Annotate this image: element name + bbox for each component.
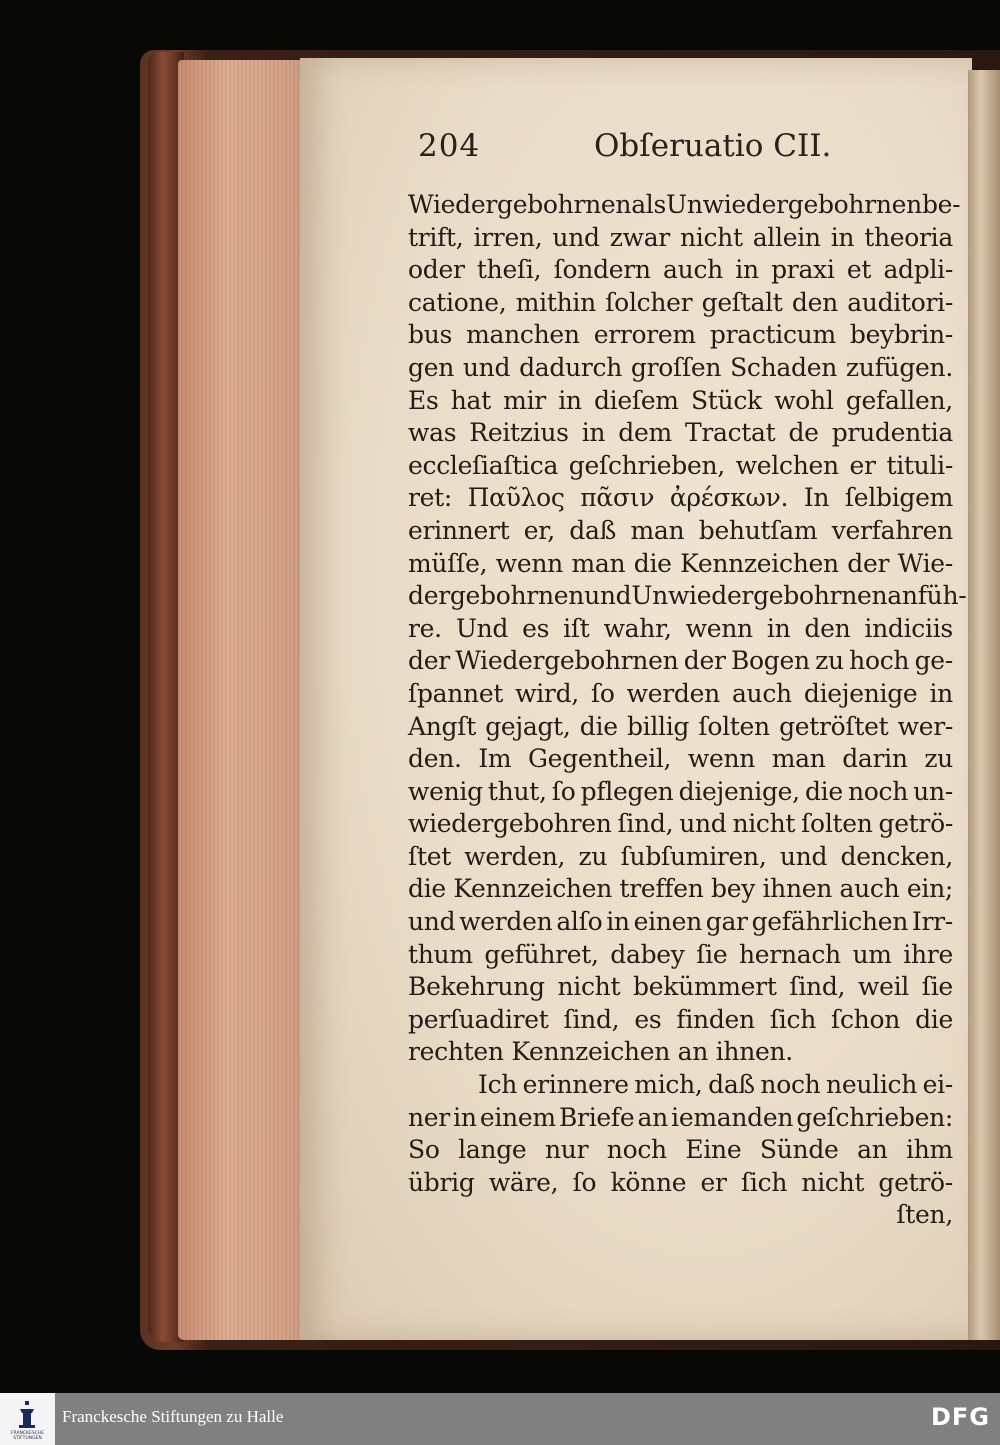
text-line: der Wiedergebohrnen der Bogen zu hoch ge-: [408, 646, 953, 676]
logo-text-line-1: FRANCKESCHE: [10, 1431, 45, 1436]
text-line: Angſt gejagt, die billig ſolten getröſtet wer-: [408, 711, 953, 741]
text-line: ner in einem Briefe an iemanden geſchrieben:: [408, 1102, 953, 1132]
text-line: ſtet werden, zu ſubſumiren, und dencken,: [408, 841, 953, 871]
text-line: gen und dadurch groſſen Schaden zufügen.: [408, 352, 953, 382]
text-line: re. Und es iſt wahr, wenn in den indiciis: [408, 613, 953, 643]
text-line: thum geführet, dabey ſie hernach um ihre: [408, 939, 953, 969]
text-line: wenig thut, ſo pflegen diejenige, die noch un-: [408, 776, 953, 806]
text-line: trift, irren, und zwar nicht allein in theoria: [408, 222, 953, 252]
institution-emblem-icon: [16, 1399, 38, 1429]
text-line: die Kennzeichen treffen bey ihnen auch ein;: [408, 874, 953, 904]
logo-text-line-2: STIFTUNGEN: [13, 1436, 42, 1441]
text-line: erinnert er, daß man behutſam verfahren: [408, 515, 953, 545]
institution-name: Franckesche Stiftungen zu Halle: [62, 1407, 284, 1426]
text-line: müſſe, wenn man die Kennzeichen der Wie-: [408, 548, 953, 578]
text-line: ret: Παῦλος πᾶσιν ἀρέσκων. In ſelbigem: [408, 483, 953, 513]
text-line: was Reitzius in dem Tractat de prudentia: [408, 418, 953, 448]
page-header: [418, 128, 978, 168]
franckesche-logo[interactable]: [0, 1393, 55, 1445]
text-line: und werden alſo in einen gar gefährlichen Irr-: [408, 907, 953, 937]
body-text: [408, 190, 967, 1233]
text-line: übrig wäre, ſo könne er ſich nicht getrö-: [408, 1167, 953, 1197]
text-line: catione, mithin ſolcher geſtalt den auditori-: [408, 287, 953, 317]
text-line: ſpannet wird, ſo werden auch diejenige in: [408, 678, 953, 708]
facing-page-edge: [968, 70, 1000, 1340]
catchword: ſten,: [896, 1200, 953, 1230]
page-number: 204: [418, 128, 481, 164]
text-line: So lange nur noch Eine Sünde an ihm: [408, 1135, 953, 1165]
text-line: Bekehrung nicht bekümmert ſind, weil ſie: [408, 972, 953, 1002]
text-line: oder theſi, ſondern auch in praxi et adpli-: [408, 255, 953, 285]
running-head: Obſeruatio CII.: [594, 128, 832, 164]
text-line: dergebohrnen und Unwiedergebohrnen anfüh-: [408, 581, 967, 611]
text-line: Wiedergebohrnen als Unwiedergebohrnen be-: [408, 190, 961, 219]
dfg-logo[interactable]: DFG: [930, 1403, 990, 1431]
text-line: rechten Kennzeichen an ihnen.: [408, 1037, 793, 1067]
text-line: Ich erinnere mich, daß noch neulich ei-: [478, 1070, 953, 1100]
viewer-footer: [0, 1393, 1000, 1445]
text-line: eccleſiaſtica geſchrieben, welchen er tituli-: [408, 450, 953, 480]
text-line: den. Im Gegentheil, wenn man darin zu: [408, 744, 953, 774]
text-line: wiedergebohren ſind, und nicht ſolten getrö-: [408, 809, 953, 839]
text-line: perſuadiret ſind, es finden ſich ſchon die: [408, 1004, 953, 1034]
page-edges: [178, 60, 304, 1340]
text-line: Es hat mir in dieſem Stück wohl gefallen,: [408, 385, 953, 415]
text-line: bus manchen errorem practicum beybrin-: [408, 320, 953, 350]
